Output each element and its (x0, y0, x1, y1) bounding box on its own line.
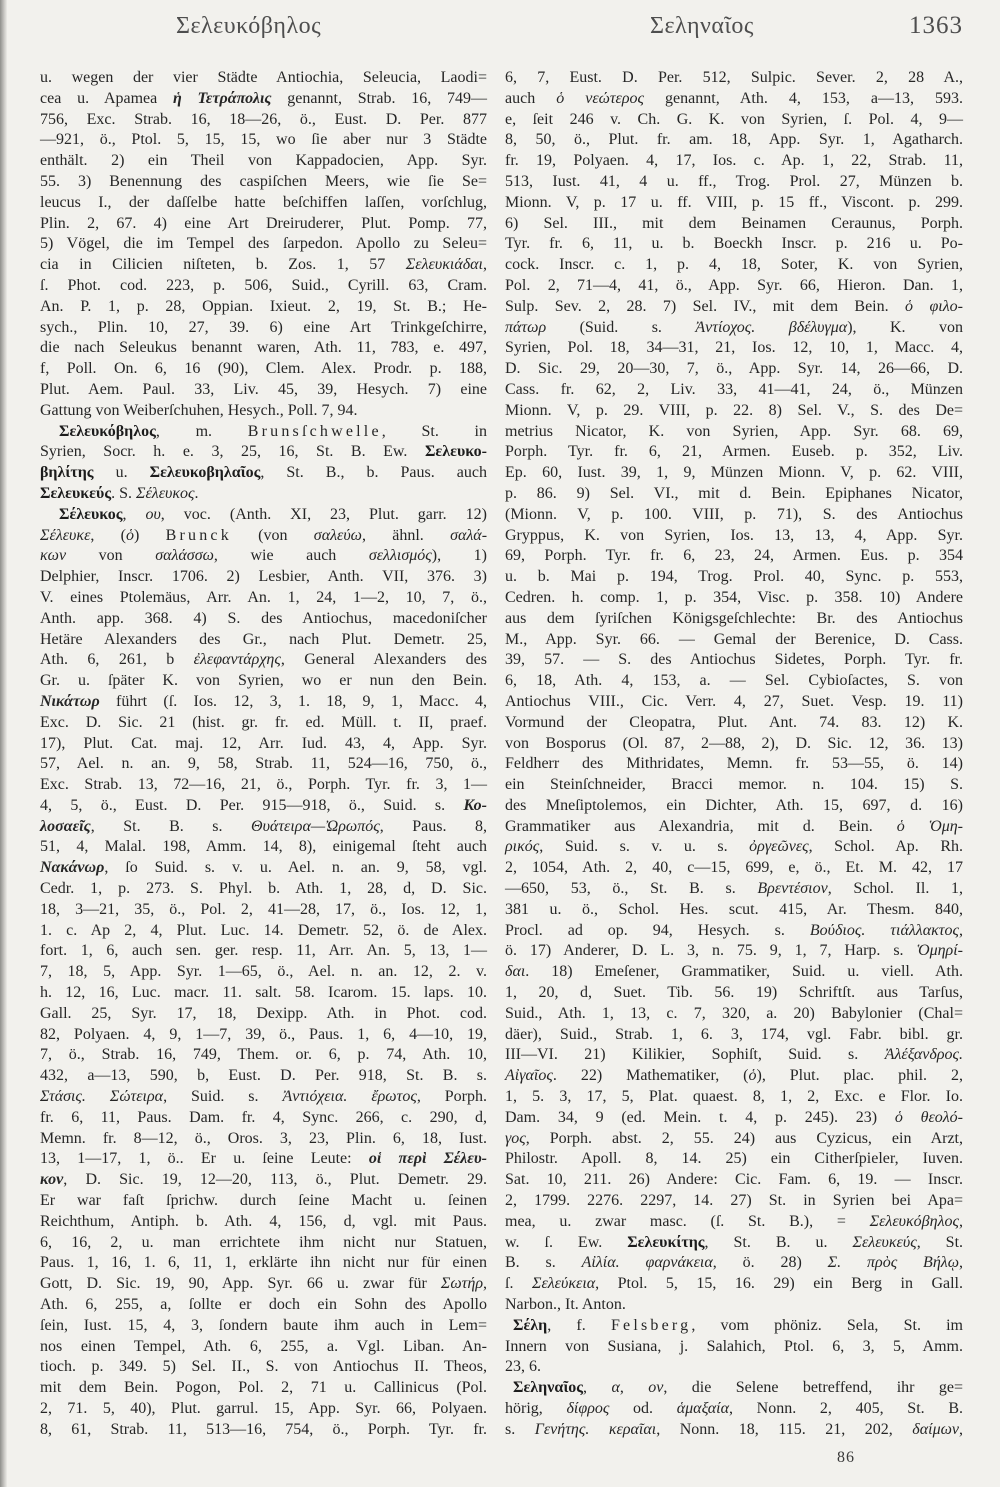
text-line: Syrien, Socr. h. e. 3, 25, 16, St. B. Ew. Σελευκο- (40, 443, 487, 461)
text-line: πάτωρ (Suid. s. Ἀντίοχος. βδέλυγμα), K. von (505, 318, 963, 336)
text-line: Grammatiker aus Alexandria, mit d. Bein. ὁ Ὁμη- (505, 817, 964, 835)
greek-term: Σελεύκεια (531, 1275, 596, 1293)
text-line: III—VI. 21) Kilikier, Sophiſt, Suid. s. Ἀλέξανδρος. (505, 1046, 963, 1064)
text-line: sych., Plin. 10, 27, 39. 6) eine Art Trinkgeſchirre, (40, 318, 487, 336)
text-line: fr. 6, 11, Paus. Dam. fr. 4, Sync. 266, c. 290, d, (40, 1108, 487, 1126)
text-line: M., App. Syr. 66. — Gemal der Berenice, D. Cass. (505, 630, 963, 648)
headword: Σελευκίτης (627, 1233, 705, 1251)
greek-term: Σελευκιάδαι (405, 256, 483, 274)
text-line: 381 u. ö., Schol. Hes. scut. 415, Ar. Thesm. 840, (505, 900, 963, 918)
text-line: f, Poll. On. 6, 16 (90), Clem. Alex. Prodr. p. 188, (40, 360, 487, 378)
text-line: Σέλευκος, ου, voc. (Anth. XI, 23, Plut. garr. 12) (59, 505, 487, 523)
text-line: Σελευκεύς. S. Σέλευκος. (40, 484, 199, 502)
text-line: u. b. Mai p. 194, Trog. Prol. 40, Sync. p. 553, (505, 568, 963, 586)
greek-term: Σελευκόβηλος (869, 1212, 959, 1230)
text-line: 5) Vögel, die im Tempel des ſarpedon. Apollo zu Seleu= (40, 235, 487, 253)
text-line: Plut. Aem. Paul. 33, Liv. 45, 39, Hesych. 7) eine (40, 380, 487, 398)
text-line: 69, Porph. Tyr. fr. 6, 23, 24, Armen. Eus. p. 354 (505, 547, 963, 565)
text-line: 2, 1054, Ath. 2, 40, c—15, 699, e, ö., Et. M. 42, 17 (505, 859, 963, 877)
headword: Σελευκοβηλαῖος (149, 464, 261, 482)
text-line: Philostr. Apoll. 8, 14. 25) ein Citherſpieler, Iuven. (505, 1150, 963, 1168)
text-line: Dam. 34, 9 (ed. Mein. t. 4, p. 245). 23) ὁ θεολό- (505, 1108, 964, 1126)
greek-term: ἐλεφαντάρχης (193, 651, 281, 669)
text-line: —650, 53, ö., St. B. s. Βρεντέσιον, Schol. Il. 1, (505, 880, 964, 898)
text-line: Gr. u. ſpäter K. von Syrien, wo er nun den Bein. (40, 672, 487, 690)
spaced-gloss: Felsberg (610, 1316, 692, 1334)
text-line: 2, 71. 5, 40), Plut. garrul. 15, App. Syr. 66, Polyaen. (40, 1400, 487, 1417)
text-line: 2, 1799. 2276. 2297, 14. 27) St. in Syrien bei Apa= (505, 1192, 963, 1210)
greek-term: πάτωρ (505, 318, 547, 336)
text-line: 7, 18, 5, App. Syr. 1—65, ö., Ael. n. an. 12, 2. v. (40, 963, 487, 981)
text-line: h. 12, 16, Luc. macr. 11. salt. 58. Icarom. 15. laps. 10. (40, 984, 487, 1002)
text-line: Mionn. V, p. 29. VIII, p. 22. 8) Sel. V., S. des De= (505, 401, 963, 419)
left-running-headword: Σελευκόβηλος (176, 13, 322, 39)
text-line: Syrien, Pol. 18, 34—31, 21, Ios. 12, 10, 1, Macc. 4, (505, 339, 963, 357)
spaced-gloss: Brunsſchwelle (247, 422, 382, 440)
text-line: Feldherr des Mithridates, Memn. fr. 53—55, ö. 14) (505, 755, 963, 773)
text-line: Gattung von Weiberſchuhen, Hesych., Poll. 7, 94. (40, 401, 358, 419)
scan-edge-shadow (0, 0, 7, 1487)
text-line: aus dem ſyriſchen Königsgeſchlechte: Br. des Antiochus (505, 609, 963, 627)
text-line: 51, 4, Malal. 198, Amm. 14, 8), einigemal ſteht auch (40, 838, 487, 856)
dictionary-entry (40, 422, 487, 505)
text-line: Gott, D. Sic. 19, 90, App. Syr. 66 u. zwar für Σωτήρ, (40, 1275, 487, 1293)
greek-term: δαι (505, 963, 526, 981)
text-line: V. eines Ptolemäus, Arr. An. 1, 24, 1—2, 10, 7, ö., (40, 588, 487, 606)
text-line: metrius Nicator, K. von Syrien, App. Syr. 68. 69, (505, 422, 963, 440)
text-line: 8, 61, Strab. 11, 513—16, 754, ö., Porph. Tyr. fr. (40, 1420, 487, 1438)
text-line: mea, u. zwar masc. (ſ. St. B.), = Σελευκόβηλος, (505, 1212, 963, 1230)
text-line: 513, Iust. 41, 4 u. ff., Trog. Prol. 27, Münzen b. (505, 172, 963, 190)
text-line: Mionn. V, p. 17 u. ff. VIII, p. 15 ff., Viscont. p. 299. (505, 193, 963, 211)
text-line: Innern von Susiana, j. Salahich, Ptol. 6, 3, 5, Amm. (505, 1337, 963, 1355)
dictionary-entry (40, 68, 487, 422)
text-line: 756, Exc. Strab. 16, 18—26, ö., Eust. D. Per. 877 (40, 110, 487, 128)
text-line: Gall. 25, Syr. 17, 18, Dexipp. Ath. in Phot. cod. (40, 1004, 487, 1022)
text-line: leucus I., der daſſelbe hatte beſchiffen laſſen, vorſchlug, (40, 193, 487, 211)
text-line: däer), Suid., Strab. 1, 6. 3, 174, vgl. Fabr. bibl. gr. (505, 1025, 963, 1043)
text-line: κων von σαλάσσω, wie auch σελλισμός), 1) (40, 547, 487, 565)
text-line: Ath. 6, 255, a, ſollte er doch ein Sohn des Apollo (40, 1296, 487, 1314)
greek-term: σαλά- (450, 526, 488, 544)
text-line: Σεληναῖος, α, ον, die Selene betreffend, ihr ge= (513, 1379, 964, 1397)
text-line: Στάσις. Σώτειρα, Suid. s. Ἀντιόχεια. ἔρωτος, Porph. (40, 1088, 487, 1106)
text-line: B. s. Αἰλία. φαρνάκεια, ö. 28) Σ. πρὸς Βήλῳ, (505, 1254, 963, 1272)
text-line: p. 86. 9) Sel. VI., mit d. Bein. Epiphanes Nicator, (505, 484, 963, 502)
text-line: An. P. 1, p. 28, Oppian. Ixieut. 2, 19, St. B.; He- (40, 297, 487, 315)
greek-term: Θυάτειρα—Ὠρωπός (251, 817, 380, 835)
text-line: 4, 5, ö., Eust. D. Per. 915—918, ö., Suid. s. Κο- (40, 796, 487, 814)
text-line: Σέλη, f. Felsberg, vom phöniz. Sela, St. im (513, 1316, 964, 1334)
text-line: 1, 20, d, Suet. Tib. 56. 19) Schriftſt. aus Tarſus, (505, 984, 963, 1002)
headword: Σέλευκος (59, 505, 123, 523)
text-line: Νακάνωρ, ſo Suid. s. v. u. Ael. n. an. 9, 58, vgl. (40, 859, 487, 877)
text-line: Cass. fr. 62, 2, Liv. 33, 41—41, 24, ö., Münzen (505, 380, 963, 398)
text-line: Cedr. 1, p. 273. S. Phyl. b. Ath. 1, 28, d, D. Sic. (40, 880, 487, 898)
text-line: 432, a—13, 590, b, Eust. D. Per. 918, St. B. s. (40, 1067, 487, 1085)
text-line: γος, Porph. abst. 2, 55. 24) aus Cyzicus, ein Arzt, (505, 1129, 963, 1147)
text-line: Σέλευκε, (ὁ) Brunck (von σαλεύω, ähnl. σαλά- (40, 526, 488, 544)
text-line: u. wegen der vier Städte Antiochia, Seleucia, Laodi= (40, 69, 487, 86)
text-line: Vormund der Cleopatra, Plut. Ant. 74. 83. 12) K. (505, 713, 963, 731)
greek-term: α (611, 1379, 620, 1397)
greek-term: Βούδιος. τιάλλακτος (809, 921, 960, 939)
greek-term: Σελευκεύς (852, 1233, 917, 1251)
text-line: 17), Plut. Cat. maj. 12, Arr. Iud. 43, 4, App. Syr. (40, 734, 487, 752)
greek-term-emphasis: κον (40, 1171, 64, 1189)
text-line: 55. 3) Benennung des caspiſchen Meers, wie ſie Se= (40, 172, 487, 190)
text-line: —921, ö., Ptol. 5, 15, 15, wo ſie aber nur 3 Städte (40, 131, 487, 149)
spaced-gloss: Brunck (165, 526, 232, 544)
text-line: mit dem Bein. Pogon, Pol. 2, 71 u. Callinicus (Pol. (40, 1379, 487, 1397)
dictionary-entry (40, 505, 487, 1441)
text-line: Reichthum, Antiph. b. Ath. 4, 156, d, vgl. mit Paus. (40, 1212, 487, 1230)
greek-term: ου (145, 505, 161, 523)
greek-term: κων (40, 547, 67, 565)
greek-term: Σ. πρὸς Βήλῳ (827, 1254, 959, 1272)
text-line: Hetäre Alexanders des Gr., nach Plut. Demetr. 25, (40, 630, 487, 648)
text-line: Anth. app. 368. 4) S. des Antiochus, macedoniſcher (40, 609, 487, 627)
page-number: 1363 (909, 12, 963, 39)
greek-term: σελλισμός (368, 547, 432, 565)
text-line: Antiochus VIII., Cic. Verr. 4, 27, Suet. Vesp. 19. 11) (505, 692, 963, 710)
text-line: fort. 1, 6, auch sen. ger. resp. 11, Arr. An. 5, 13, 1— (40, 942, 487, 960)
text-line: Αἰγαῖος. 22) Mathematiker, (ὁ), Plut. plac. phil. 2, (505, 1067, 963, 1085)
text-line: ρικός, Suid. s. v. u. s. ὀργεῶνες, Schol. Ap. Rh. (505, 838, 963, 856)
text-line: Sulp. Sev. 2, 28. 7) Sel. IV., mit dem Bein. ὁ φιλο- (505, 297, 964, 315)
headword: βηλίτης (40, 464, 94, 482)
text-line: Exc. D. Sic. 21 (hist. gr. fr. ed. Müll. t. II, praef. (40, 713, 487, 731)
text-line: cia in Cilicien niſteten, b. Zos. 1, 57 Σελευκιάδαι, (40, 256, 487, 274)
text-line: Narbon., It. Anton. (505, 1296, 626, 1314)
greek-term: Γενήτης. κεραῖαι (534, 1420, 657, 1438)
text-line: Paus. 1, 16, 1. 6, 11, 1, erklärte ihn nicht nur für einen (40, 1254, 487, 1272)
dictionary-entry (505, 1378, 963, 1440)
text-line: κον, D. Sic. 19, 12—20, 113, ö., Plut. Demetr. 29. (40, 1171, 487, 1189)
dictionary-entry (505, 68, 963, 1316)
text-line: ſein, Iust. 15, 4, 3, ſondern baute ihm auch in Lem= (40, 1316, 487, 1334)
greek-term: Ἀλέξανδρος. (884, 1046, 963, 1064)
text-line: ſ. Σελεύκεια, Ptol. 5, 15, 16. 29) ein Berg in Gall. (505, 1275, 963, 1293)
text-line: Suid., Ath. 1, 13, c. 7, 320, a. 20) Babylonier (Chal= (505, 1004, 963, 1022)
text-line: des Mneſiptolemos, ein Dichter, Ath. 15, 697, d. 16) (505, 796, 963, 814)
text-line: Ath. 6, 261, b ἐλεφαντάρχης, General Alexanders des (40, 651, 488, 669)
text-line: 39, 57. — S. des Antiochus Sidetes, Porph. Tyr. fr. (505, 651, 963, 669)
text-line: δαι. 18) Emeſener, Grammatiker, Suid. u. viell. Ath. (505, 963, 963, 981)
greek-term-emphasis: Νακάνωρ (40, 859, 105, 877)
text-line: λοσαεῖς, St. B. s. Θυάτειρα—Ὠρωπός, Paus. 8, (40, 817, 487, 835)
greek-term: ἁμαξαία (676, 1400, 729, 1417)
text-line: tioch. p. 349. 5) Sel. II., S. von Antiochus II. Theos, (40, 1358, 487, 1376)
text-line: Porph. Tyr. fr. 6, 21, Armen. Euseb. p. 352, Liv. (505, 443, 963, 461)
greek-term-emphasis: Κο- (463, 796, 487, 814)
text-line: w. ſ. Ew. Σελευκίτης, St. B. u. Σελευκεύς, St. (505, 1233, 964, 1251)
greek-term: σαλεύω (313, 526, 362, 544)
text-line: nos einen Tempel, Ath. 6, 255, a. Vgl. Liban. An- (40, 1337, 487, 1355)
greek-term-emphasis: λοσαεῖς (40, 817, 91, 835)
text-line: 18, 3—21, 35, ö., Pol. 2, 41—28, 17, ö., Ios. 12, 1, (40, 900, 487, 918)
text-line: s. Γενήτης. κεραῖαι, Nonn. 18, 115. 21, 202, δαίμων, (505, 1420, 963, 1438)
greek-term-emphasis: ἡ Τετράπολις (173, 89, 272, 107)
greek-term: Ἀντίοχος. βδέλυγμα (695, 318, 848, 336)
text-line: cock. Inscr. c. 1, p. 4, 18, Soter, K. von Syrien, (505, 256, 963, 274)
greek-term: ὁ νεώτερος (556, 89, 645, 107)
right-column (505, 68, 963, 1441)
dictionary-entry (505, 1316, 963, 1378)
text-line: 23, 6. (505, 1358, 541, 1376)
text-line: ein Steinſchneider, Bracci memor. n. 104. 15) S. (505, 776, 963, 794)
headword: Σελευκο- (424, 443, 487, 461)
text-line: von Bosporus (Ol. 87, 2—88, 2), D. Sic. 12, 36. 13) (505, 734, 963, 752)
text-line: Gryppus, K. von Syrien, Ios. 13, 13, 4, App. Syr. (505, 526, 963, 544)
text-line: Sat. 10, 211. 26) Andere: Cic. Fam. 6, 19. — Inscr. (505, 1171, 963, 1189)
text-line: Pol. 2, 71—4, 41, ö., App. Syr. 66, Hieron. Dan. 1, (505, 276, 963, 294)
text-line: Memn. fr. 8—12, ö., Oros. 3, 23, Plin. 6, 18, Iust. (40, 1129, 487, 1147)
greek-term: Αἰγαῖος (505, 1067, 553, 1085)
greek-term: Σωτήρ (440, 1275, 483, 1293)
text-line: 8, 50, ö., Plut. fr. am. 18, App. Syr. 1, Agatharch. (505, 131, 963, 149)
text-line: 6) Sel. III., mit dem Beinamen Ceraunus, Porph. (505, 214, 963, 232)
text-line: Cedren. h. comp. 1, p. 354, Visc. p. 358. 10) Andere (505, 588, 963, 606)
text-line: Νικάτωρ führt (ſ. Ios. 12, 3, 1. 18, 9, 1, Macc. 4, (40, 692, 487, 710)
text-line: cea u. Apamea ἡ Τετράπολις genannt, Strab. 16, 749— (40, 89, 488, 107)
greek-term-emphasis: Νικάτωρ (40, 692, 100, 710)
text-line: 57, Ael. n. an. 9, 58, Strab. 11, 524—16, 750, ö., (40, 755, 487, 773)
greek-term: σαλάσσω (155, 547, 214, 565)
greek-term: δίφρος (566, 1400, 610, 1417)
text-line: 6, 7, Eust. D. Per. 512, Sulpic. Sever. 2, 28 A., (505, 69, 963, 86)
text-line: 1, 5. 3, 17, 5, Plat. quaest. 8, 1, 2, Exc. e Flor. Io. (505, 1088, 963, 1106)
text-line: auch ὁ νεώτερος genannt, Ath. 4, 153, a—13, 593. (505, 89, 964, 107)
text-line: Exc. Strab. 13, 72—16, 21, ö., Porph. Tyr. fr. 3, 1— (40, 776, 487, 794)
greek-term: ὀργεῶνες (749, 838, 809, 856)
greek-term: Αἰλία. φαρνάκεια (581, 1254, 713, 1272)
text-line: Er war faſt ſprichw. durch ſeine Macht u. ſeinen (40, 1192, 487, 1210)
text-line: Delphier, Inscr. 1706. 2) Lesbier, Anth. VII, 376. 3) (40, 568, 487, 586)
greek-term: Σέλευκος (135, 484, 195, 502)
greek-term: ον (648, 1379, 664, 1397)
text-line: e, ſeit 246 v. Ch. G. K. von Syrien, ſ. Pol. 4, 9— (505, 110, 963, 128)
greek-term: Βρεντέσιον (757, 880, 828, 898)
text-line: 13, 1—17, 1, ö.. Er u. ſeine Leute: οἱ περὶ Σέλευ- (40, 1150, 487, 1168)
greek-term: Ὁμηρί- (916, 942, 963, 960)
text-line: Procl. ad op. 94, Hesych. s. Βούδιος. τιάλλακτος, (505, 921, 964, 939)
text-line: βηλίτης u. Σελευκοβηλαῖος, St. B., b. Paus. auch (40, 464, 487, 482)
headword: Σελευκεύς (40, 484, 112, 502)
text-line: (Mionn. V, p. 100. VIII, p. 71), S. des Antiochus (505, 505, 963, 523)
greek-term: Σέλευκε (40, 526, 91, 544)
text-line: hörig, δίφρος od. ἁμαξαία, Nonn. 2, 405, St. B. (505, 1400, 963, 1417)
printer-signature: 86 (837, 1449, 855, 1466)
text-line: 7, ö., Strab. 16, 749, Them. or. 6, p. 74, Ath. 10, (40, 1046, 487, 1064)
text-line: fr. 19, Polyaen. 4, 17, Ios. c. Ap. 1, 22, Strab. 11, (505, 152, 963, 170)
headword: Σελευκόβηλος (59, 422, 156, 440)
text-line: 6, 16, 2, u. man errichtete ihm nicht nur Statuen, (40, 1233, 487, 1251)
greek-term: δαίμων (912, 1420, 959, 1438)
text-line: D. Sic. 29, 20—30, 7, ö., App. Syr. 14, 26—66, D. (505, 360, 963, 378)
text-line: ö. 17) Anderer, D. L. 3, n. 75. 9, 1, 7, Harp. s. Ὁμηρί- (505, 942, 963, 960)
greek-term: ὁ φιλο- (905, 297, 964, 315)
greek-term: ὁ Ὁμη- (896, 817, 964, 835)
text-line: 82, Polyaen. 4, 9, 1—7, 39, ö., Paus. 1, 6, 4—10, 19, (40, 1025, 487, 1043)
greek-term: Ἀντιόχεια. ἔρωτος (282, 1088, 417, 1106)
text-line: Plin. 2, 67. 4) eine Art Dreiruderer, Plut. Pomp. 77, (40, 214, 487, 232)
text-line: 6, 18, Ath. 4, 153, a. — Sel. Cybioſactes, S. von (505, 672, 963, 690)
right-running-headword: Σεληναῖος (650, 13, 754, 39)
greek-term: ὁ θεολό- (894, 1108, 964, 1126)
greek-term: ρικός (505, 838, 540, 856)
left-column (40, 68, 487, 1441)
greek-term: ὁ (748, 1067, 757, 1085)
headword: Σεληναῖος (513, 1379, 584, 1397)
text-line: die nach Seleukus benannt waren, Ath. 11, 783, e. 497, (40, 339, 487, 357)
greek-term-emphasis: οἱ περὶ Σέλευ- (368, 1150, 487, 1168)
greek-term: γος (505, 1129, 526, 1147)
text-line: ſ. Phot. cod. 223, p. 506, Suid., Cyrill. 63, Cram. (40, 276, 487, 294)
text-line: enthält. 2) ein Theil von Kappadocien, App. Syr. (40, 152, 487, 170)
text-line: Σελευκόβηλος, m. Brunsſchwelle, St. in (59, 422, 487, 440)
text-line: 1. c. Ap 2, 4, Plut. Luc. 14. Demetr. 52, ö. de Alex. (40, 921, 487, 939)
greek-term: ὁ (125, 526, 134, 544)
text-line: Tyr. fr. 6, 11, u. b. Boeckh Inscr. p. 216 u. Po- (505, 235, 963, 253)
headword: Σέλη (513, 1316, 548, 1334)
text-line: Ep. 60, Iust. 39, 1, 9, Münzen Mionn. V, p. 62. VIII, (505, 464, 963, 482)
greek-term: Στάσις. Σώτειρα (40, 1088, 164, 1106)
